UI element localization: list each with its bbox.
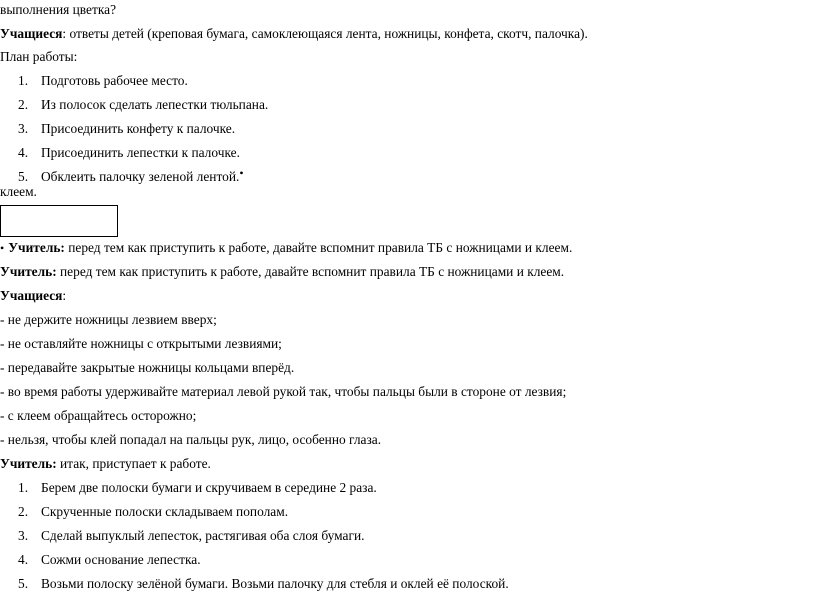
speaker-students: Учащиеся: [0, 288, 63, 303]
speaker-teacher: Учитель:: [8, 240, 65, 255]
bullet-icon: •: [0, 241, 5, 255]
safety-rule: - нельзя, чтобы клей попадал на пальцы рук, лицо, особенно глаза.: [0, 432, 382, 447]
step-number: 2.: [18, 504, 29, 519]
students-answer-text: : ответы детей (креповая бумага, самоклеющаяся лента, ножницы, конфета, скотч, палочка).: [62, 26, 588, 41]
teacher-line-text: перед тем как приступить к работе, давайте вспомнит правила ТБ с ножницами и клеем.: [56, 264, 565, 279]
step-number: 5.: [18, 576, 29, 591]
students-answer-line: [0, 26, 588, 42]
speaker-students: Учащиеся: [0, 26, 63, 41]
students-label: Учащиеся:: [0, 288, 67, 303]
safety-rule: - не держите ножницы лезвием вверх;: [0, 312, 217, 327]
step-text: Берем две полоски бумаги и скручиваем в середине 2 раза.: [41, 480, 377, 495]
bullet-icon: •: [239, 166, 244, 180]
step-text: Сожми основание лепестка.: [41, 552, 201, 567]
safety-rule: - с клеем обращайтесь осторожно;: [0, 408, 197, 423]
plan-item-text: Подготовь рабочее место.: [41, 73, 188, 88]
teacher-bullet-line: [0, 240, 572, 256]
plan-item-number: 1.: [18, 73, 29, 88]
plan-title: План работы:: [0, 49, 78, 64]
stray-text: клеем.: [0, 184, 37, 199]
teacher-start-text: итак, приступает к работе.: [56, 456, 211, 471]
speaker-teacher: Учитель:: [0, 456, 57, 471]
plan-item-text: Присоединить конфету к палочке.: [41, 121, 236, 136]
plan-item-number: 4.: [18, 145, 29, 160]
step-text: Скрученные полоски складываем пополам.: [41, 504, 289, 519]
safety-rule: - во время работы удерживайте материал левой рукой так, чтобы пальцы были в стороне от лезвия;: [0, 384, 567, 399]
plan-item-number: 3.: [18, 121, 29, 136]
step-number: 4.: [18, 552, 29, 567]
plan-item-number: 5.: [18, 169, 29, 184]
plan-item-text: Из полосок сделать лепестки тюльпана.: [41, 97, 269, 112]
empty-text-box: [0, 205, 118, 237]
plan-item-text: [41, 166, 244, 185]
plan-item-number: 2.: [18, 97, 29, 112]
teacher-bullet-text: перед тем как приступить к работе, давайте вспомнит правила ТБ с ножницами и клеем.: [64, 240, 573, 255]
step-text: Сделай выпуклый лепесток, растягивая оба слоя бумаги.: [41, 528, 365, 543]
safety-rule: - передавайте закрытые ножницы кольцами вперёд.: [0, 360, 295, 375]
step-text: Возьми полоску зелёной бумаги. Возьми палочку для стебля и оклей её полоской.: [41, 576, 509, 591]
step-number: 1.: [18, 480, 29, 495]
teacher-line: [0, 264, 564, 280]
step-number: 3.: [18, 528, 29, 543]
plan-item-text: Присоединить лепестки к палочке.: [41, 145, 240, 160]
plan-item-text-5: Обклеить палочку зеленой лентой.: [41, 169, 240, 184]
speaker-teacher: Учитель:: [0, 264, 57, 279]
teacher-start-line: [0, 456, 211, 472]
top-line: выполнения цветка?: [0, 2, 117, 17]
safety-rule: - не оставляйте ножницы с открытыми лезвиями;: [0, 336, 282, 351]
